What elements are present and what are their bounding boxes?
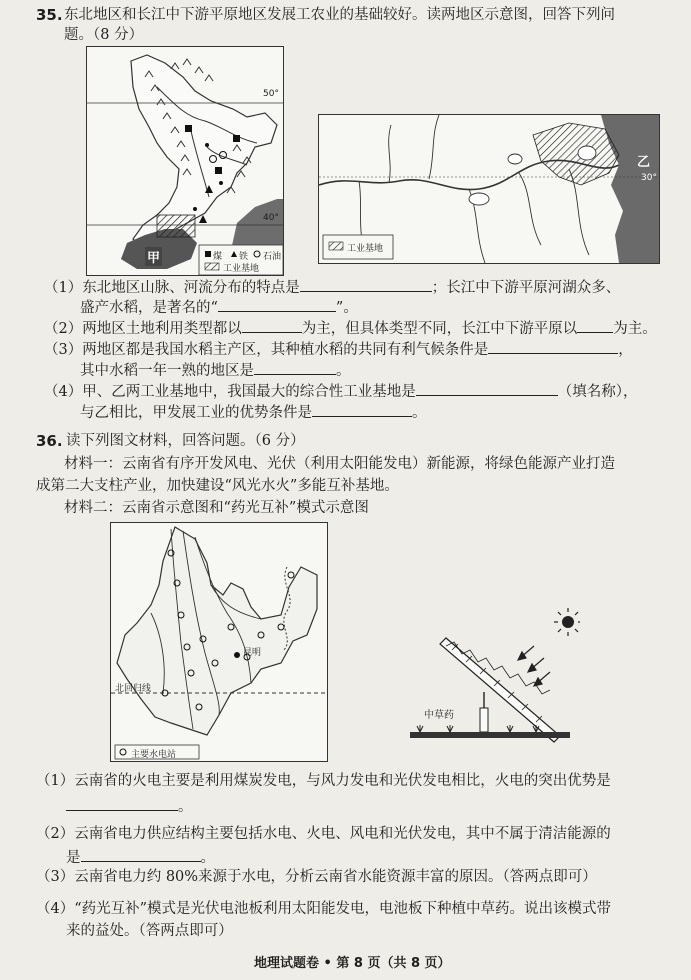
q35-sub1-line1: [44, 277, 620, 297]
q35-sub4-line1: [44, 381, 637, 401]
q35-sub3-text-b: ，: [618, 342, 633, 358]
page-footer: 地理试题卷 • 第 8 页（共 8 页）: [254, 956, 451, 971]
q35-sub4-text-b: （填名称），: [557, 384, 638, 400]
region-jia-label: 甲: [145, 247, 162, 266]
q35-sub3-text-d: 。: [336, 363, 351, 379]
q36-material1-line2: 成第二大支柱产业，加快建设“风光水火”多能互补基地。: [36, 478, 399, 494]
q36-material2: 材料二：云南省示意图和“药光互补”模式示意图: [64, 500, 369, 516]
legend-industry-base-right: 工业基地: [347, 244, 384, 254]
legend-industry-base: 工业基地: [223, 264, 260, 274]
q35-sub4-text-a: （4）甲、乙两工业基地中，我国最大的综合性工业基地是: [44, 384, 416, 400]
q35-sub1-line2: [80, 297, 358, 317]
q35-sub3-line1: [44, 339, 633, 359]
q35-sub4-text-d: 。: [412, 405, 427, 421]
q35-stem-line1: 东北地区和长江中下游平原地区发展工农业的基础较好。读两地区示意图，回答下列问: [64, 7, 615, 23]
tropic-label: 北回归线: [115, 684, 152, 694]
sun-icon: [554, 608, 580, 636]
q36-sub4-line1: （4）“药光互补”模式是光伏电池板利用太阳能发电，电池板下种植中草药。说出该模式带: [36, 901, 612, 917]
q35-sub1-blank1[interactable]: [300, 277, 432, 292]
region-yi-label: 乙: [637, 155, 651, 170]
herb-label: 中草药: [424, 710, 454, 721]
herb-plants: [417, 725, 539, 732]
q36-sub2-end: 。: [200, 850, 215, 866]
q35-sub2-blank1[interactable]: [242, 318, 302, 333]
q35-sub3-text-c: 其中水稻一年一熟的地区是: [80, 363, 254, 379]
lat-30-label: 30°: [641, 173, 657, 183]
q35-sub3-blank2[interactable]: [254, 360, 336, 375]
q35-sub1-text-c: 盛产水稻，是著名的“: [80, 300, 218, 316]
solar-panel: [440, 638, 560, 742]
legend-hydro: 主要水电站: [131, 750, 177, 760]
q35-sub1-text-a: （1）东北地区山脉、河流分布的特点是: [44, 280, 300, 296]
q35-sub3-blank1[interactable]: [488, 339, 618, 354]
q36-sub2-text-a: 是: [66, 850, 81, 866]
q35-sub2-blank2[interactable]: [577, 318, 613, 333]
q35-number: 35.: [36, 6, 63, 24]
q36-sub1-line1: （1）云南省的火电主要是利用煤炭发电，与风力发电和光伏发电相比，火电的突出优势是: [36, 773, 611, 789]
q36-sub1-line2: [66, 796, 193, 816]
q36-stem: 读下列图文材料，回答问题。（6 分）: [66, 433, 305, 449]
q35-sub2-text-b: 为主，但具体类型不同，长江中下游平原以: [301, 321, 578, 337]
solar-diagram: [410, 600, 580, 750]
legend-iron: 铁: [239, 252, 249, 262]
lat-50-label: 50°: [263, 89, 279, 99]
q35-stem-line2: 题。（8 分）: [64, 27, 144, 43]
q36-sub2-line2: [66, 847, 215, 867]
legend-coal: 煤: [213, 252, 223, 262]
q36-sub1-blank[interactable]: [66, 796, 178, 811]
q35-sub1-blank2[interactable]: [218, 297, 336, 312]
q36-sub2-blank[interactable]: [81, 847, 201, 862]
northeast-map-drawing: [87, 47, 283, 275]
yunnan-map: [110, 522, 328, 762]
yunnan-map-drawing: [111, 523, 327, 761]
northeast-map: [86, 46, 284, 276]
q35-sub4-line2: [80, 402, 427, 422]
q35-sub1-text-d: ”。: [335, 300, 358, 316]
q35-sub1-text-b: ；长江中下游平原河湖众多、: [431, 280, 621, 296]
q35-sub4-blank1[interactable]: [416, 381, 558, 396]
kunming-label: 昆明: [243, 648, 262, 658]
q35-sub3-text-a: （3）两地区都是我国水稻主产区，其种植水稻的共同有利气候条件是: [44, 342, 489, 358]
q36-sub3: （3）云南省电力约 80%来源于水电，分析云南省水能资源丰富的原因。（答两点即可）: [36, 869, 597, 885]
q35-sub2-line: [44, 318, 657, 338]
q35-sub2-text-c: 为主。: [613, 321, 657, 337]
q35-sub4-blank2[interactable]: [312, 402, 412, 417]
q35-sub2-text-a: （2）两地区土地利用类型都以: [44, 321, 242, 337]
q36-sub2-line1: （2）云南省电力供应结构主要包括水电、火电、风电和光伏发电，其中不属于清洁能源的: [36, 826, 611, 842]
q36-material1-line1: 材料一：云南省有序开发风电、光伏（利用太阳能发电）新能源，将绿色能源产业打造: [64, 456, 615, 472]
q36-number: 36.: [36, 432, 63, 450]
legend-oil: 石油: [263, 252, 282, 262]
q35-sub3-line2: [80, 360, 351, 380]
yangtze-map: [318, 114, 660, 264]
q36-sub4-line2: 来的益处。（答两点即可）: [66, 923, 233, 939]
lat-40-label: 40°: [263, 213, 279, 223]
q36-sub1-end: 。: [178, 799, 193, 815]
q35-sub4-text-c: 与乙相比，甲发展工业的优势条件是: [80, 405, 312, 421]
